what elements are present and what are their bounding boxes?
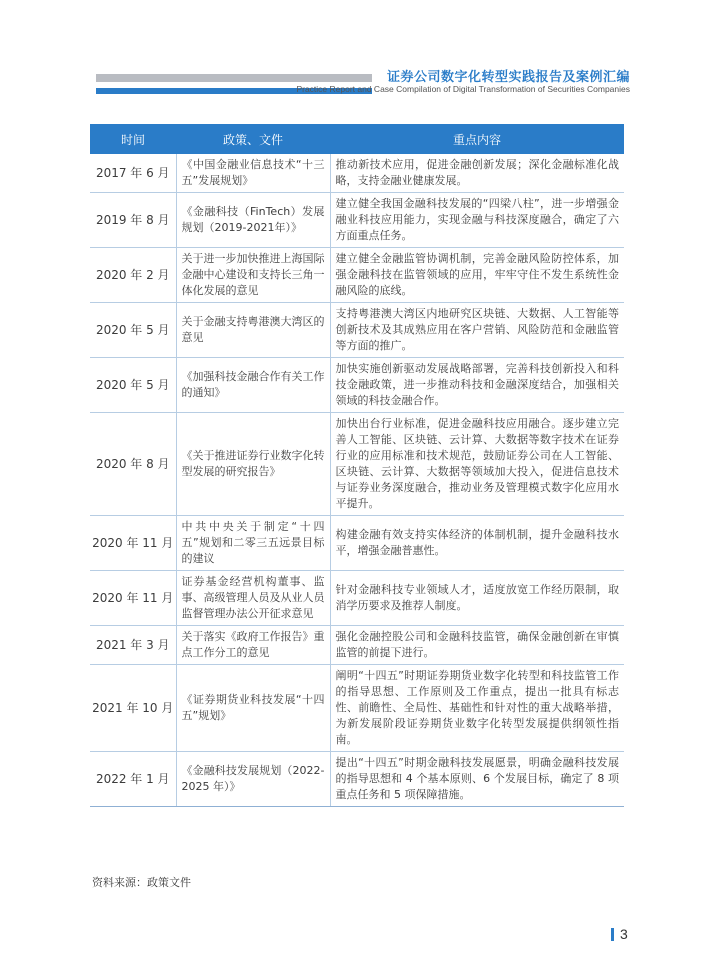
row-policy: 《金融科技发展规划（2022-2025 年）》	[176, 752, 330, 807]
header-gray-bar	[96, 74, 372, 82]
row-content: 加快实施创新驱动发展战略部署，完善科技创新投入和科技金融政策，进一步推动科技和金融深度结合，加强相关领域的科技金融合作。	[330, 358, 624, 413]
row-policy: 关于进一步加快推进上海国际金融中心建设和支持长三角一体化发展的意见	[176, 248, 330, 303]
header-content: 重点内容	[330, 124, 624, 154]
row-content: 加快出台行业标准，促进金融科技应用融合。逐步建立完善人工智能、区块链、云计算、大数据等数字技术在证券行业的应用标准和技术规范，鼓励证券公司在人工智能、区块链、云计算、大数据等领域加大投入，促进信息技术与证券业务深度融合，推动业务及管理模式数字化应用水平提升。	[330, 413, 624, 516]
page-number: 3	[620, 926, 628, 942]
table-row	[90, 248, 624, 303]
policy-table	[90, 124, 624, 807]
source-note: 资料来源：政策文件	[92, 876, 191, 889]
row-policy: 《关于推进证券行业数字化转型发展的研究报告》	[176, 413, 330, 516]
row-content: 推动新技术应用，促进金融创新发展；深化金融标准化战略，支持金融业健康发展。	[330, 154, 624, 193]
table-row	[90, 303, 624, 358]
table-row	[90, 571, 624, 626]
row-time: 2019 年 8 月	[90, 193, 176, 248]
row-content: 针对金融科技专业领域人才，适度放宽工作经历限制，取消学历要求及推荐人制度。	[330, 571, 624, 626]
table-row	[90, 154, 624, 193]
row-time: 2020 年 5 月	[90, 358, 176, 413]
row-content: 支持粤港澳大湾区内地研究区块链、大数据、人工智能等创新技术及其成熟应用在客户营销、风险防范和金融监管等方面的推广。	[330, 303, 624, 358]
table-header-row	[90, 124, 624, 154]
table-row	[90, 413, 624, 516]
table-row	[90, 358, 624, 413]
table-row	[90, 626, 624, 665]
row-policy: 《中国金融业信息技术“十三五”发展规划》	[176, 154, 330, 193]
row-policy: 关于落实《政府工作报告》重点工作分工的意见	[176, 626, 330, 665]
row-policy: 《证券期货业科技发展“十四五”规划》	[176, 665, 330, 752]
row-content: 提出“十四五”时期金融科技发展愿景，明确金融科技发展的指导思想和 4 个基本原则、6 个发展目标，确定了 8 项重点任务和 5 项保障措施。	[330, 752, 624, 807]
row-content: 阐明“十四五”时期证券期货业数字化转型和科技监管工作的指导思想、工作原则及工作重点，提出一批具有标志性、前瞻性、全局性、基础性和针对性的重大战略举措，为新发展阶段证券期货业数字化转型发展提供纲领性指南。	[330, 665, 624, 752]
row-policy: 中共中央关于制定“十四五”规划和二零三五远景目标的建议	[176, 516, 330, 571]
row-content: 强化金融控股公司和金融科技监管，确保金融创新在审慎监管的前提下进行。	[330, 626, 624, 665]
table-row	[90, 516, 624, 571]
row-time: 2022 年 1 月	[90, 752, 176, 807]
row-content: 建立健全我国金融科技发展的“四梁八柱”，进一步增强金融业科技应用能力，实现金融与科技深度融合，确定了六方面重点任务。	[330, 193, 624, 248]
row-time: 2020 年 5 月	[90, 303, 176, 358]
row-content: 构建金融有效支持实体经济的体制机制，提升金融科技水平，增强金融普惠性。	[330, 516, 624, 571]
report-subtitle: Practice Report and Case Compilation of Digital Transformation of Securities Companies	[296, 84, 630, 94]
row-time: 2020 年 8 月	[90, 413, 176, 516]
row-policy: 《金融科技（FinTech）发展规划（2019-2021年）》	[176, 193, 330, 248]
table-row	[90, 665, 624, 752]
row-time: 2017 年 6 月	[90, 154, 176, 193]
table-row	[90, 193, 624, 248]
report-title: 证券公司数字化转型实践报告及案例汇编	[386, 70, 630, 85]
header-time: 时间	[90, 124, 176, 154]
row-content: 建立健全金融监管协调机制，完善金融风险防控体系，加强金融科技在监管领域的应用，牢牢守住不发生系统性金融风险的底线。	[330, 248, 624, 303]
page-number-marker	[611, 928, 614, 941]
row-time: 2021 年 10 月	[90, 665, 176, 752]
row-time: 2020 年 2 月	[90, 248, 176, 303]
row-time: 2020 年 11 月	[90, 571, 176, 626]
row-policy: 《加强科技金融合作有关工作的通知》	[176, 358, 330, 413]
row-time: 2021 年 3 月	[90, 626, 176, 665]
row-policy: 关于金融支持粤港澳大湾区的意见	[176, 303, 330, 358]
header-policy: 政策、文件	[176, 124, 330, 154]
row-policy: 证券基金经营机构董事、监事、高级管理人员及从业人员监督管理办法公开征求意见	[176, 571, 330, 626]
table-row	[90, 752, 624, 807]
row-time: 2020 年 11 月	[90, 516, 176, 571]
